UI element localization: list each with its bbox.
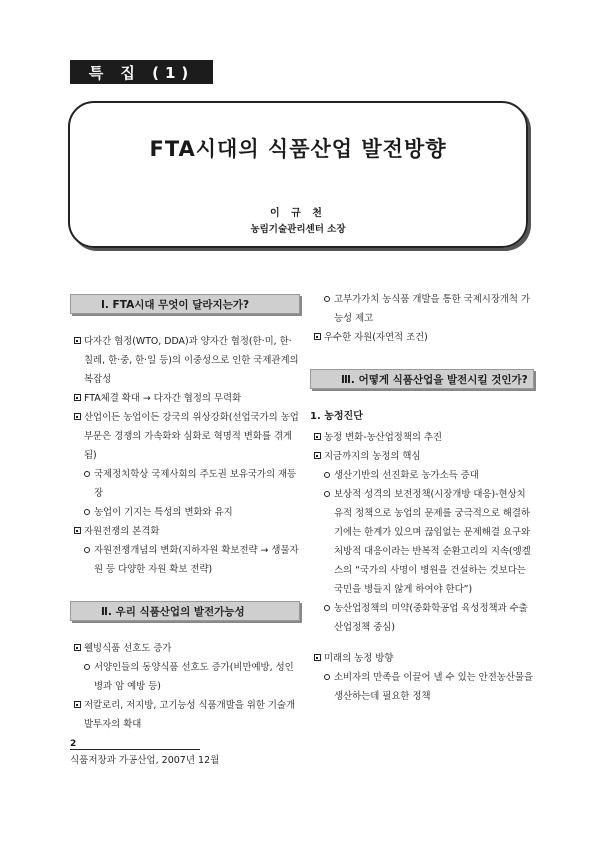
circle-bullet-icon <box>320 599 334 611</box>
list-item <box>70 408 300 465</box>
list-item <box>310 447 534 466</box>
list-item-text: 다자간 협정(WTO, DDA)과 양자간 협정(한·미, 한·칠레, 한·중, 한·일 등)의 이중성으로 인한 국제관계의 복잡성 <box>84 336 299 385</box>
list-item-text: 지금까지의 농정의 핵심 <box>324 451 421 462</box>
circle-bullet-icon <box>80 503 94 515</box>
subsection-heading: 1. 농정진단 <box>310 411 363 422</box>
list-item <box>70 541 300 579</box>
list-item-text: 미래의 농정 방향 <box>324 653 394 664</box>
section-heading-2: Ⅱ. 우리 식품산업의 발전가능성 <box>70 601 300 621</box>
list-item <box>70 696 300 734</box>
list-item-text: 자원전쟁의 본격화 <box>84 526 160 537</box>
right-column <box>310 290 534 706</box>
list-item-text: 소비자의 만족을 이끌어 낼 수 있는 안전농산물을 생산하는데 필요한 정책 <box>334 672 534 702</box>
list-item-text: 농정 변화-농산업정책의 추진 <box>324 432 443 443</box>
section-2-list <box>70 639 300 734</box>
list-item-text: 고부가가치 농식품 개발을 통한 국제시장개척 가능성 제고 <box>334 294 531 324</box>
circle-bullet-icon <box>80 658 94 670</box>
circle-bullet-icon <box>320 668 334 680</box>
section-3-list-2 <box>310 649 534 706</box>
section-1-list <box>70 332 300 579</box>
list-item-text: 농산업정책의 미약(중화학공업 육성정책과 수출산업정책 중심) <box>334 603 528 633</box>
list-item-text: 국제정치학상 국제사회의 주도권 보유국가의 재등장 <box>94 469 297 499</box>
list-item-text: 자원전쟁개념의 변화(지하자원 확보전략 → 생물자원 등 다양한 자원 확보 전략) <box>94 545 299 575</box>
circle-bullet-icon <box>320 290 334 302</box>
publication-info: 식품저장과 가공산업, 2007년 12월 <box>70 755 220 766</box>
list-item <box>310 485 534 599</box>
list-item <box>70 522 300 541</box>
list-item <box>70 503 300 522</box>
square-bullet-icon <box>70 408 84 420</box>
square-bullet-icon <box>70 332 84 344</box>
list-item <box>310 290 534 328</box>
square-bullet-icon <box>310 649 324 661</box>
list-item-text: 보상적 성격의 보전정책(시장개방 대응)-현상치유적 정책으로 농업의 문제를 궁극적으로 해결하기에는 한계가 있으며 끊임없는 문제해결 요구와 처방적 대응이라는 반복적 순환고리의 지속(엥겔스의 “국가의 사명이 병원을 건설하는 것보다는 국민을 병들지 않게 하여야 한다”) <box>334 489 531 595</box>
footer-divider <box>70 749 200 750</box>
list-item <box>70 389 300 408</box>
list-item <box>70 639 300 658</box>
list-item <box>310 649 534 668</box>
continued-list <box>310 290 534 347</box>
title-box <box>68 101 528 248</box>
circle-bullet-icon <box>80 465 94 477</box>
section-3-list <box>310 428 534 637</box>
list-item-text: 생산기반의 선진화로 농가소득 증대 <box>334 470 479 481</box>
spacer <box>310 347 534 369</box>
list-item-text: 산업이든 농업이든 강국의 위상강화(선업국가의 농업부문은 경쟁의 가속화와 심화로 혁명적 변화를 겪게 됨) <box>84 412 299 461</box>
list-item-text: FTA체결 확대 → 다자간 협정의 무력화 <box>84 393 242 404</box>
list-item <box>70 465 300 503</box>
circle-bullet-icon <box>320 485 334 497</box>
square-bullet-icon <box>70 389 84 401</box>
list-item <box>310 428 534 447</box>
author-position: 농림기술관리센터 소장 <box>250 224 346 235</box>
list-item-text: 서양인들의 동양식품 선호도 증가(비만예방, 성인병과 암 예방 등) <box>94 662 294 692</box>
square-bullet-icon <box>310 328 324 340</box>
list-item <box>310 668 534 706</box>
page-number: 2 <box>70 739 77 749</box>
circle-bullet-icon <box>80 541 94 553</box>
square-bullet-icon <box>70 522 84 534</box>
list-item <box>310 466 534 485</box>
author-name: 이 규 천 <box>270 208 326 219</box>
square-bullet-icon <box>310 428 324 440</box>
square-bullet-icon <box>70 696 84 708</box>
left-column <box>70 294 300 734</box>
list-item-text: 웰빙식품 선호도 증가 <box>84 643 172 654</box>
article-title: FTA시대의 식품산업 발전방향 <box>149 137 447 161</box>
list-item <box>70 658 300 696</box>
spacer <box>70 579 300 601</box>
list-item-text: 저칼로리, 저지방, 고기능성 식품개발을 위한 기술개발투자의 확대 <box>84 700 296 730</box>
spacer <box>310 637 534 649</box>
list-item <box>310 599 534 637</box>
square-bullet-icon <box>70 639 84 651</box>
list-item-text: 농업이 기지는 특성의 변화와 유지 <box>94 507 233 518</box>
square-bullet-icon <box>310 447 324 459</box>
section-heading-1: Ⅰ. FTA시대 무엇이 달라지는가? <box>70 294 300 314</box>
feature-banner: 특 집 (1) <box>70 60 213 84</box>
circle-bullet-icon <box>320 466 334 478</box>
list-item <box>70 332 300 389</box>
list-item <box>310 328 534 347</box>
section-heading-3: Ⅲ. 어떻게 식품산업을 발전시킬 것인가? <box>310 369 534 389</box>
list-item-text: 우수한 자원(자연적 조건) <box>324 332 428 343</box>
